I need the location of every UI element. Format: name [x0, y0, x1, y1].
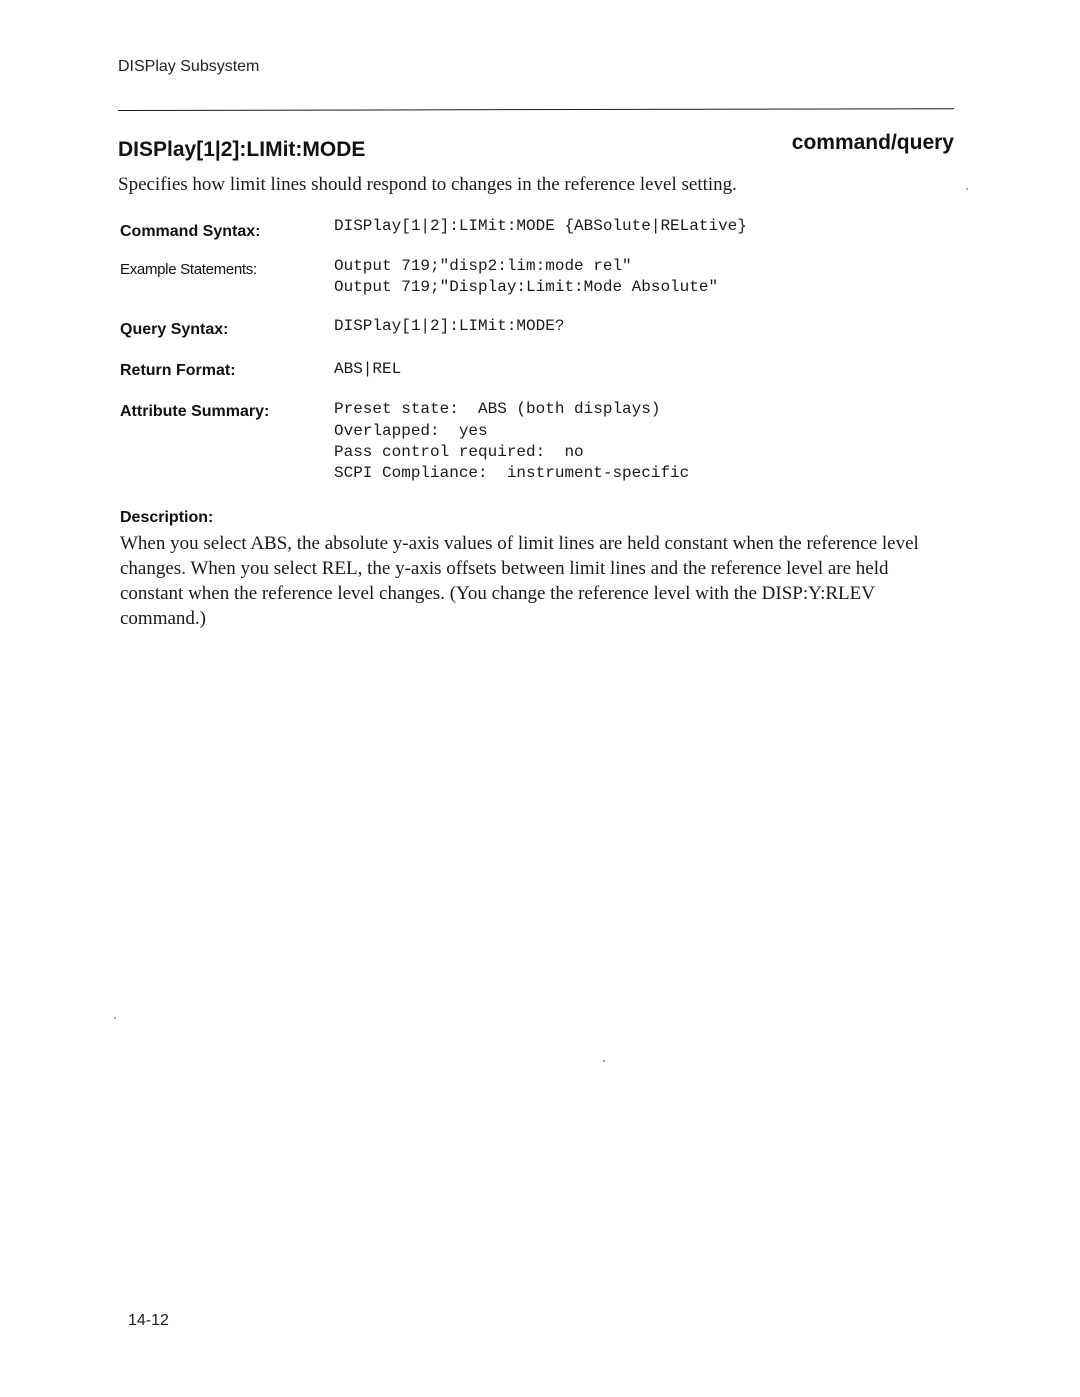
attribute-summary-label: Attribute Summary: — [120, 403, 270, 420]
scan-speck — [114, 1017, 116, 1019]
query-syntax-label: Query Syntax: — [120, 321, 229, 338]
description-text: When you select ABS, the absolute y-axis values of limit lines are held constant when the reference level changes. When you select REL, the y-axis offsets between limit lines and the reference level are held constant when the reference level changes. (You change the reference level with the DISP:Y:RLEV command.) — [120, 533, 919, 629]
command-intro: Specifies how limit lines should respond to changes in the reference level setting. — [118, 174, 737, 195]
attribute-overlapped: Overlapped: yes — [334, 422, 488, 440]
command-syntax-value: DISPlay[1|2]:LIMit:MODE {ABSolute|RELative} — [334, 217, 747, 235]
command-title: DISPlay[1|2]:LIMit:MODE — [118, 138, 366, 161]
attribute-preset-state: Preset state: ABS (both displays) — [334, 400, 661, 418]
running-header: DISPlay Subsystem — [118, 58, 260, 75]
example-statement-2: Output 719;"Display:Limit:Mode Absolute" — [334, 278, 719, 296]
command-type: command/query — [791, 131, 954, 154]
description-label: Description: — [120, 509, 214, 526]
attribute-scpi-compliance: SCPI Compliance: instrument-specific — [334, 464, 690, 482]
return-format-value: ABS|REL — [334, 360, 402, 378]
return-format-label: Return Format: — [120, 362, 236, 379]
query-syntax-value: DISPlay[1|2]:LIMit:MODE? — [334, 317, 565, 335]
example-statements-label: Example Statements: — [120, 261, 257, 278]
scan-speck — [966, 188, 968, 190]
scan-speck — [603, 1060, 605, 1062]
page-number: 14-12 — [128, 1312, 169, 1329]
command-syntax-label: Command Syntax: — [120, 223, 261, 240]
header-rule — [118, 108, 954, 111]
attribute-pass-control: Pass control required: no — [334, 443, 584, 461]
example-statement-1: Output 719;"disp2:lim:mode rel" — [334, 257, 632, 275]
